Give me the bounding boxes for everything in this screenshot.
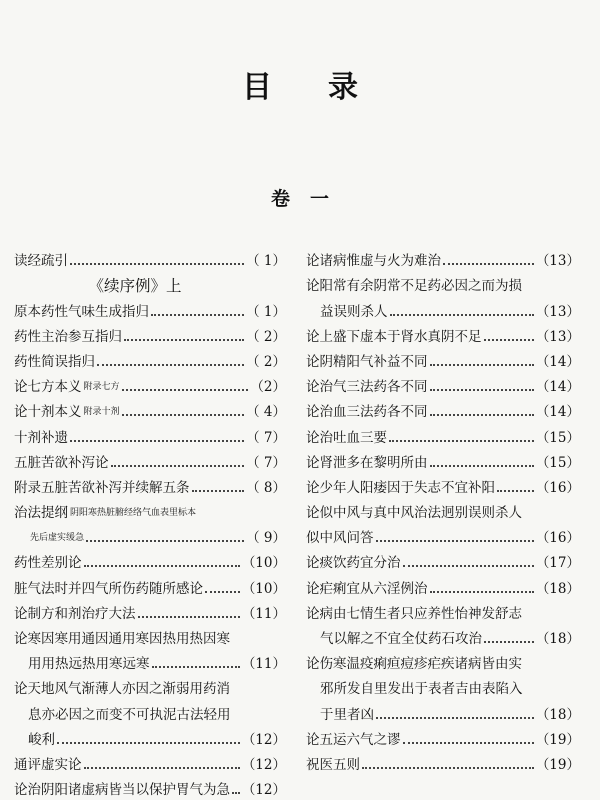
toc-entry bbox=[14, 370, 286, 395]
page-number: （ 1） bbox=[246, 303, 286, 320]
toc-entry-title: 十剂补遗 bbox=[14, 429, 68, 446]
page-number: （ 1） bbox=[246, 253, 286, 270]
toc-entry-title: 邪所发自里发出于表者吉由表陷入 bbox=[320, 681, 523, 698]
toc-entry bbox=[14, 773, 286, 798]
toc-entry bbox=[14, 672, 286, 697]
dot-leader bbox=[57, 742, 240, 744]
toc-entry-title: 似中风问答 bbox=[306, 530, 374, 547]
toc-entry-title: 论十剂本义 bbox=[14, 404, 82, 421]
toc-entry-title: 益误则杀人 bbox=[320, 303, 388, 320]
toc-entry bbox=[14, 571, 286, 596]
toc-entry bbox=[14, 647, 286, 672]
toc-entry-title: 论五运六气之谬 bbox=[306, 731, 401, 748]
toc-entry-title: 用用热远热用寒远寒 bbox=[28, 656, 150, 673]
dot-leader bbox=[403, 742, 534, 744]
toc-entry bbox=[14, 597, 286, 622]
toc-entry bbox=[14, 471, 286, 496]
toc-entry-title: 论治血三法药各不同 bbox=[306, 404, 428, 421]
section-heading bbox=[14, 269, 286, 294]
toc-entry bbox=[306, 597, 580, 622]
page-number: （ 2） bbox=[246, 328, 286, 345]
page-number: （ 4） bbox=[246, 404, 286, 421]
dot-leader bbox=[84, 767, 240, 769]
toc-right-column bbox=[306, 244, 580, 773]
toc-entry bbox=[14, 420, 286, 445]
dot-leader bbox=[86, 540, 244, 542]
toc-entry bbox=[14, 521, 286, 546]
dot-leader bbox=[362, 767, 534, 769]
page-number: （14） bbox=[535, 404, 580, 421]
toc-entry-title: 论少年人阳痿因于失志不宜补阳 bbox=[306, 479, 495, 496]
toc-entry bbox=[14, 622, 286, 647]
toc-entry bbox=[306, 370, 580, 395]
volume-heading: 卷一 bbox=[270, 188, 349, 210]
toc-entry-title: 峻利 bbox=[28, 731, 55, 748]
dot-leader bbox=[389, 440, 534, 442]
dot-leader bbox=[151, 314, 244, 316]
dot-leader bbox=[497, 490, 534, 492]
toc-entry bbox=[14, 320, 286, 345]
page-number: （13） bbox=[535, 303, 580, 320]
dot-leader bbox=[376, 540, 534, 542]
page-number: （15） bbox=[535, 454, 580, 471]
toc-entry bbox=[306, 395, 580, 420]
toc-entry-title: 气以解之不宜全仗药石攻治 bbox=[320, 631, 482, 647]
toc-entry bbox=[14, 345, 286, 370]
toc-entry bbox=[306, 622, 580, 647]
toc-entry-title: 论肾泄多在黎明所由 bbox=[306, 454, 428, 471]
toc-entry-title: 药性主治参互指归 bbox=[14, 328, 122, 345]
toc-entry bbox=[306, 647, 580, 672]
toc-entry-title: 论疟痢宜从六淫例治 bbox=[306, 580, 428, 597]
toc-entry-note: 附录七方 bbox=[83, 382, 120, 393]
page-number: （11） bbox=[241, 605, 286, 622]
toc-entry-title: 论似中风与真中风治法迥别误则杀人 bbox=[306, 505, 522, 522]
toc-entry bbox=[14, 697, 286, 722]
page-number: （17） bbox=[535, 555, 580, 572]
toc-entry-title: 治法提纲 bbox=[14, 505, 68, 522]
toc-entry bbox=[306, 723, 580, 748]
toc-entry bbox=[306, 244, 580, 269]
page-number: （11） bbox=[241, 656, 286, 673]
toc-entry-note: 阴阳寒热脏腑经络气血表里标本 bbox=[70, 508, 197, 519]
toc-entry-title: 原本药性气味生成指归 bbox=[14, 303, 149, 320]
dot-leader bbox=[152, 666, 240, 668]
dot-leader bbox=[122, 389, 249, 391]
toc-entry-title: 附录五脏苦欲补泻并续解五条 bbox=[14, 479, 190, 496]
page-number: （19） bbox=[535, 756, 580, 773]
toc-entry bbox=[14, 496, 286, 521]
toc-entry-title: 论七方本义 bbox=[14, 379, 82, 396]
dot-leader bbox=[232, 792, 240, 794]
toc-entry-title: 论病由七情生者只应养性怡神发舒志 bbox=[306, 605, 522, 622]
toc-entry bbox=[14, 395, 286, 420]
toc-entry bbox=[306, 521, 580, 546]
page-number: （12） bbox=[241, 731, 286, 748]
toc-entry-title: 论制方和剂治疗大法 bbox=[14, 605, 136, 622]
dot-leader bbox=[430, 414, 534, 416]
page-number: （18） bbox=[535, 580, 580, 597]
dot-leader bbox=[484, 339, 534, 341]
toc-entry bbox=[14, 723, 286, 748]
dot-leader bbox=[111, 465, 245, 467]
page-number: （16） bbox=[535, 479, 580, 496]
toc-entry bbox=[306, 446, 580, 471]
toc-entry-title: 五脏苦欲补泻论 bbox=[14, 454, 109, 471]
dot-leader bbox=[390, 314, 534, 316]
page-number: （2） bbox=[250, 379, 286, 396]
dot-leader bbox=[376, 717, 534, 719]
page-number: （ 7） bbox=[246, 454, 286, 471]
toc-entry bbox=[306, 269, 580, 294]
toc-entry bbox=[14, 244, 286, 269]
page-number: （ 7） bbox=[246, 429, 286, 446]
toc-entry bbox=[14, 294, 286, 319]
page-number: （15） bbox=[535, 429, 580, 446]
toc-entry bbox=[14, 546, 286, 571]
dot-leader bbox=[430, 465, 534, 467]
toc-entry bbox=[306, 546, 580, 571]
page-number: （18） bbox=[535, 706, 580, 723]
toc-entry-title: 论诸病惟虚与火为难治 bbox=[306, 253, 441, 270]
toc-entry-title: 论上盛下虚本于肾水真阴不足 bbox=[306, 328, 482, 345]
page-number: （18） bbox=[535, 631, 580, 647]
toc-entry-title: 通评虚实论 bbox=[14, 756, 82, 773]
page-number: （13） bbox=[535, 328, 580, 345]
page-number: （14） bbox=[535, 379, 580, 396]
toc-entry-title: 论阴精阳气补益不同 bbox=[306, 353, 428, 370]
page-number: （10） bbox=[241, 555, 286, 572]
toc-entry-title: 论阳常有余阴常不足药必因之而为损 bbox=[306, 278, 522, 295]
dot-leader bbox=[84, 565, 240, 567]
dot-leader bbox=[430, 591, 534, 593]
page-title: 目录 bbox=[242, 70, 414, 105]
page-number: （16） bbox=[535, 530, 580, 547]
dot-leader bbox=[403, 565, 534, 567]
toc-entry-title: 脏气法时并四气所伤药随所感论 bbox=[14, 580, 203, 597]
toc-entry bbox=[306, 420, 580, 445]
toc-entry-title: 祝医五则 bbox=[306, 756, 360, 773]
page-number: （ 2） bbox=[246, 353, 286, 370]
toc-entry bbox=[306, 345, 580, 370]
dot-leader bbox=[70, 263, 244, 265]
toc-entry-title: 论痰饮药宜分治 bbox=[306, 555, 401, 572]
page-number: （ 9） bbox=[246, 530, 286, 547]
dot-leader bbox=[430, 389, 534, 391]
dot-leader bbox=[97, 364, 244, 366]
toc-entry bbox=[306, 697, 580, 722]
toc-entry bbox=[306, 320, 580, 345]
dot-leader bbox=[138, 616, 240, 618]
dot-leader bbox=[430, 364, 534, 366]
toc-entry-title: 论伤寒温疫痢疸痘疹疟疾诸病皆由实 bbox=[306, 656, 522, 673]
dot-leader bbox=[124, 339, 244, 341]
dot-leader bbox=[122, 414, 245, 416]
toc-left-column bbox=[14, 244, 286, 798]
page-number: （12） bbox=[241, 756, 286, 773]
toc-entry bbox=[306, 471, 580, 496]
dot-leader bbox=[205, 591, 240, 593]
page-number: （14） bbox=[535, 353, 580, 370]
toc-entry-title: 论天地风气渐薄人亦因之渐弱用药消 bbox=[14, 681, 230, 698]
toc-entry-title: 读经疏引 bbox=[14, 253, 68, 270]
page-number: （19） bbox=[535, 731, 580, 748]
toc-entry bbox=[14, 446, 286, 471]
toc-entry-title: 论治阴阳诸虚病皆当以保护胃气为急 bbox=[14, 782, 230, 799]
toc-entry bbox=[14, 748, 286, 773]
page-number: （ 8） bbox=[246, 479, 286, 496]
toc-entry-title: 论寒因寒用通因通用寒因热用热因寒 bbox=[14, 631, 230, 647]
toc-entry bbox=[306, 672, 580, 697]
page-number: （12） bbox=[241, 782, 286, 799]
toc-entry bbox=[306, 294, 580, 319]
toc-entry bbox=[306, 496, 580, 521]
toc-entry-title: 于里者凶 bbox=[320, 706, 374, 723]
dot-leader bbox=[484, 641, 534, 643]
toc-entry-note: 附录十剂 bbox=[83, 407, 120, 418]
dot-leader bbox=[70, 440, 244, 442]
toc-entry-title: 息亦必因之而变不可执泥古法轻用 bbox=[28, 706, 231, 723]
dot-leader bbox=[443, 263, 534, 265]
toc-entry-title: 论治吐血三要 bbox=[306, 429, 387, 446]
page-number: （13） bbox=[535, 253, 580, 270]
toc-entry bbox=[306, 571, 580, 596]
page-number: （10） bbox=[241, 580, 286, 597]
toc-entry-title: 药性差别论 bbox=[14, 555, 82, 572]
toc-entry-title: 论治气三法药各不同 bbox=[306, 379, 428, 396]
toc-entry-title: 《续序例》上 bbox=[88, 277, 182, 296]
dot-leader bbox=[192, 490, 245, 492]
toc-entry bbox=[306, 748, 580, 773]
toc-entry-title: 药性简误指归 bbox=[14, 353, 95, 370]
toc-entry-note: 先后虚实缓急 bbox=[30, 533, 85, 544]
